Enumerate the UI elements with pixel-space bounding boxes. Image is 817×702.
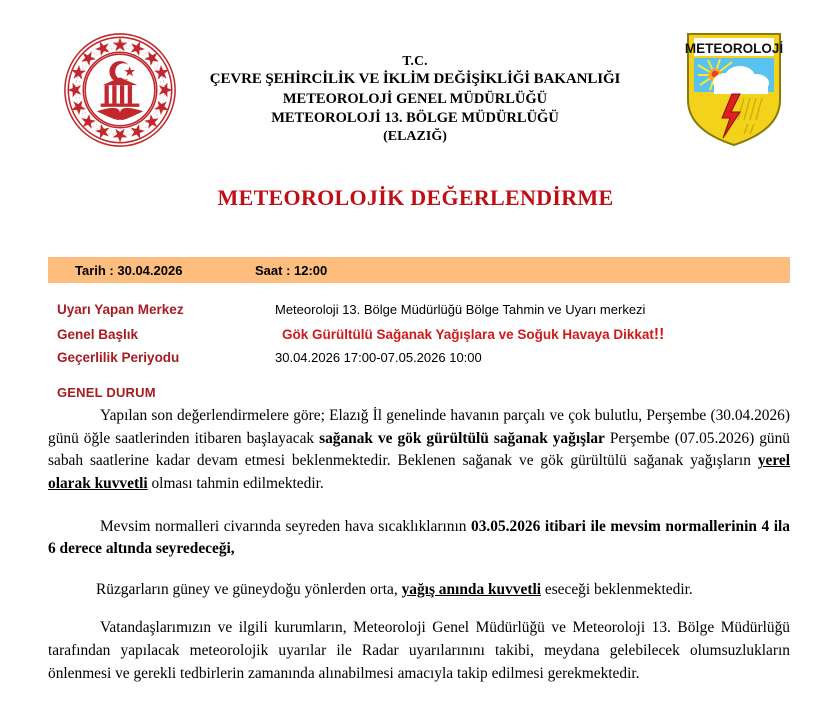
header-line-region: METEOROLOJİ 13. BÖLGE MÜDÜRLÜĞÜ <box>271 109 559 126</box>
ministry-seal-logo <box>62 32 178 148</box>
document-header <box>0 0 817 168</box>
header-line-dgm: METEOROLOJİ GENEL MÜDÜRLÜĞÜ <box>282 90 548 107</box>
page-title: METEOROLOJİK DEĞERLENDİRME <box>217 185 614 210</box>
p2-part-b-bold: 03.05.2026 itibari ile mevsim normallerinin 4 ila 6 derece altında seyredeceği, <box>48 517 790 558</box>
info-label-validity-period: Geçerlilik Periyodu <box>57 350 180 365</box>
header-line-tc: T.C. <box>402 53 428 68</box>
section-heading-general-situation: GENEL DURUM <box>57 385 156 400</box>
info-row-headline <box>57 326 797 350</box>
headline-text: Gök Gürültülü Sağanak Yağışlara ve Soğuk Havaya Dikkat <box>282 327 654 342</box>
document-body <box>48 405 790 698</box>
info-value-issuing-center: Meteoroloji 13. Bölge Müdürlüğü Bölge Tahmin ve Uyarı merkezi <box>275 302 646 317</box>
p4-text: Vatandaşlarımızın ve ilgili kurumların, Meteoroloji Genel Müdürlüğü ve Meteoroloji 13. Bölge Müdürlüğü tarafından yapılacak meteorolojik uyarılar ile Radar uyarılarınını takibi, meydana gelebilecek olumsuzlukların önlenmesi ve gerekli tedbirlerin zamanında alınabilmesi amacıyla takip edilmesi gerekmektedir. <box>48 619 790 682</box>
info-label-headline: Genel Başlık <box>57 327 139 342</box>
headline-exclamations: !! <box>653 326 665 343</box>
date-time-bar <box>48 257 790 283</box>
header-line-ministry: ÇEVRE ŞEHİRCİLİK VE İKLİM DEĞİŞİKLİĞİ BAKANLIĞI <box>209 70 621 87</box>
bar-time-value: Saat : 12:00 <box>255 262 328 278</box>
paragraph-general-situation <box>48 405 790 496</box>
warning-info-table <box>57 302 797 374</box>
p1-part-c: Perşembe (07.05.2026) günü sabah saatlerine kadar devam etmesi beklenmektedir. Beklenen sağanak ve gök gürültülü sağanak yağışların <box>48 429 790 470</box>
p1-part-b-bold: sağanak ve gök gürültülü sağanak yağışlar <box>319 429 605 447</box>
bar-date-value: Tarih : 30.04.2026 <box>75 262 183 278</box>
p1-part-d-bold-underline: yerel olarak kuvvetli <box>48 452 790 492</box>
p3-part-c: eseceği beklenmektedir. <box>541 580 693 598</box>
p2-part-a: Mevsim normalleri civarında seyreden hava sıcaklıklarının <box>100 517 472 535</box>
meteoroloji-shield-logo <box>682 28 786 148</box>
info-value-headline <box>275 326 664 344</box>
info-value-validity-period: 30.04.2026 17:00-07.05.2026 10:00 <box>275 350 482 365</box>
meteoroloji-logo-text: METEOROLOJİ <box>684 41 784 56</box>
header-org-lines <box>200 52 630 146</box>
paragraph-temperature <box>48 516 790 561</box>
p3-part-a: Rüzgarların güney ve güneydoğu yönlerden orta, <box>96 580 402 598</box>
paragraph-wind <box>48 579 790 602</box>
p1-part-e: olması tahmin edilmektedir. <box>147 474 324 492</box>
info-row-validity-period <box>57 350 797 374</box>
header-line-province: (ELAZIĞ) <box>383 128 447 144</box>
p1-part-a: Yapılan son değerlendirmelere göre; Elazığ İl genelinde havanın parçalı ve çok bulutlu, Perşembe (30.04.2026) günü öğle saatlerinden itibaren başlayacak <box>48 407 790 447</box>
paragraph-advisory <box>48 617 790 685</box>
info-row-issuing-center <box>57 302 797 326</box>
info-label-issuing-center: Uyarı Yapan Merkez <box>57 302 184 317</box>
p3-part-b-bold-underline: yağış anında kuvvetli <box>401 580 542 598</box>
